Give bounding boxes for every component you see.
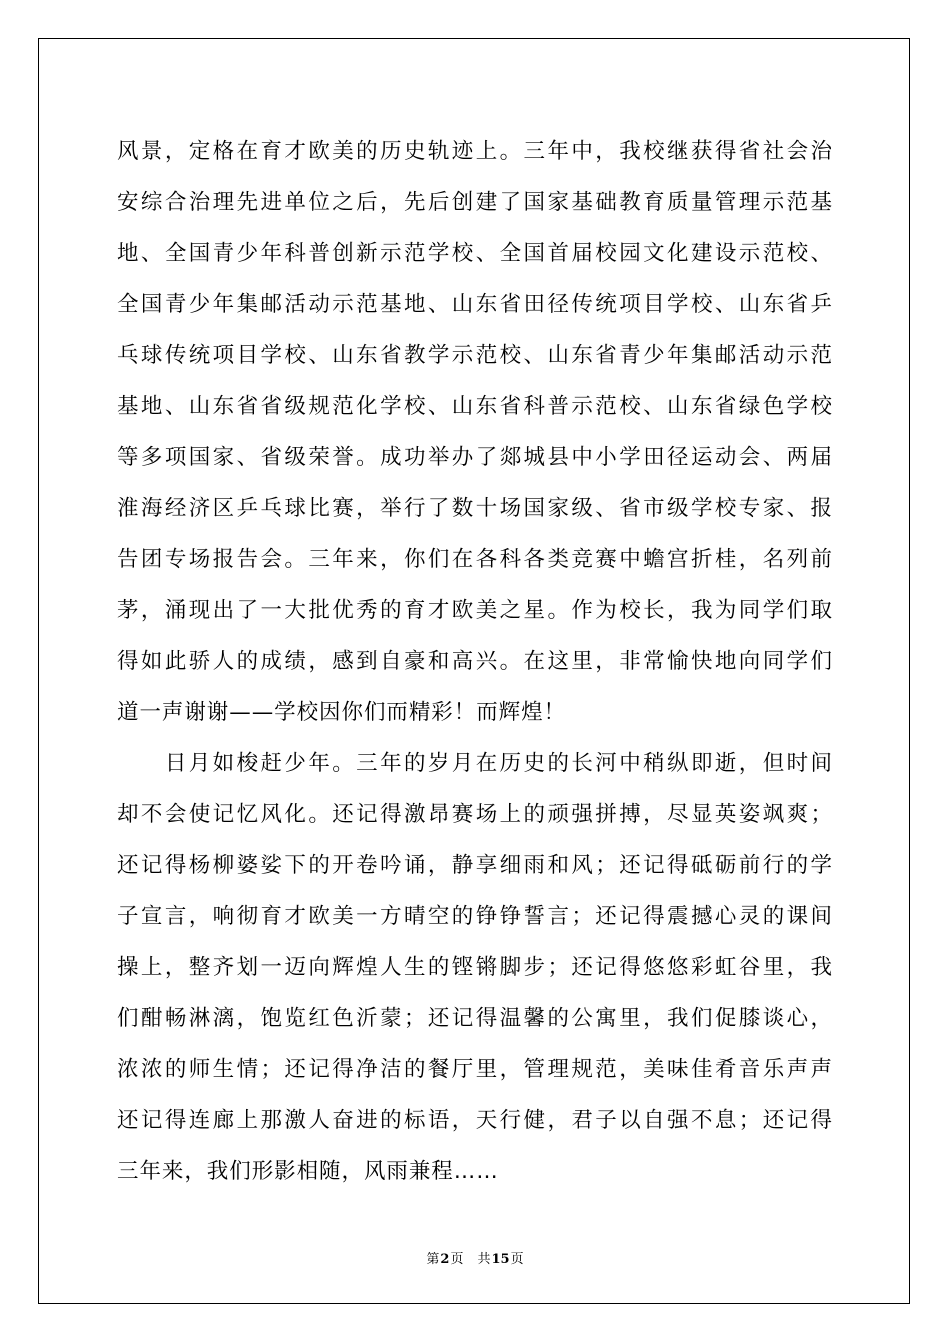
- text-line: 乓球传统项目学校、山东省教学示范校、山东省青少年集邮活动示范: [117, 343, 833, 368]
- text-line: 安综合治理先进单位之后，先后创建了国家基础教育质量管理示范基: [117, 190, 833, 215]
- text-line: 得如此骄人的成绩，感到自豪和高兴。在这里，非常愉快地向同学们: [117, 649, 833, 674]
- text-line: 基地、山东省省级规范化学校、山东省科普示范校、山东省绿色学校: [117, 394, 833, 419]
- text-line: 等多项国家、省级荣誉。成功举办了郯城县中小学田径运动会、两届: [117, 445, 833, 470]
- text-line: 却不会使记忆风化。还记得激昂赛场上的顽强拼搏，尽显英姿飒爽；: [117, 802, 833, 827]
- text-line: 们酣畅淋漓，饱览红色沂蒙；还记得温馨的公寓里，我们促膝谈心，: [117, 1006, 833, 1031]
- text-line: 淮海经济区乒乓球比赛，举行了数十场国家级、省市级学校专家、报: [117, 496, 833, 521]
- text-line: 茅，涌现出了一大批优秀的育才欧美之星。作为校长，我为同学们取: [117, 598, 833, 623]
- total-prefix: 共: [477, 1252, 491, 1267]
- text-line: 告团专场报告会。三年来，你们在各科各类竞赛中蟾宫折桂，名列前: [117, 547, 833, 572]
- text-line: 还记得杨柳婆娑下的开卷吟诵，静享细雨和风；还记得砥砺前行的学: [117, 853, 833, 878]
- text-line: 日月如梭赶少年。三年的岁月在历史的长河中稍纵即逝，但时间: [117, 751, 833, 776]
- total-pages: 15: [491, 1252, 510, 1267]
- text-line: 操上，整齐划一迈向辉煌人生的铿锵脚步；还记得悠悠彩虹谷里，我: [117, 955, 833, 980]
- text-line: 三年来，我们形影相随，风雨兼程……: [117, 1159, 499, 1184]
- page-number: 2: [440, 1252, 450, 1267]
- page-suffix: 页: [450, 1252, 464, 1267]
- text-line: 地、全国青少年科普创新示范学校、全国首届校园文化建设示范校、: [117, 241, 833, 266]
- text-line: 浓浓的师生情；还记得净洁的餐厅里，管理规范，美味佳肴音乐声声: [117, 1057, 833, 1082]
- text-line: 还记得连廊上那激人奋进的标语，天行健，君子以自强不息；还记得: [117, 1108, 833, 1133]
- document-body: [117, 126, 833, 1197]
- text-line: 全国青少年集邮活动示范基地、山东省田径传统项目学校、山东省乒: [117, 292, 833, 317]
- total-suffix: 页: [510, 1252, 524, 1267]
- text-line: 风景，定格在育才欧美的历史轨迹上。三年中，我校继获得省社会治: [117, 139, 833, 164]
- text-line: 子宣言，响彻育才欧美一方晴空的铮铮誓言；还记得震撼心灵的课间: [117, 904, 833, 929]
- page-footer: [0, 1248, 950, 1267]
- page-prefix: 第: [426, 1252, 440, 1267]
- text-line: 道一声谢谢——学校因你们而精彩！而辉煌！: [117, 700, 567, 725]
